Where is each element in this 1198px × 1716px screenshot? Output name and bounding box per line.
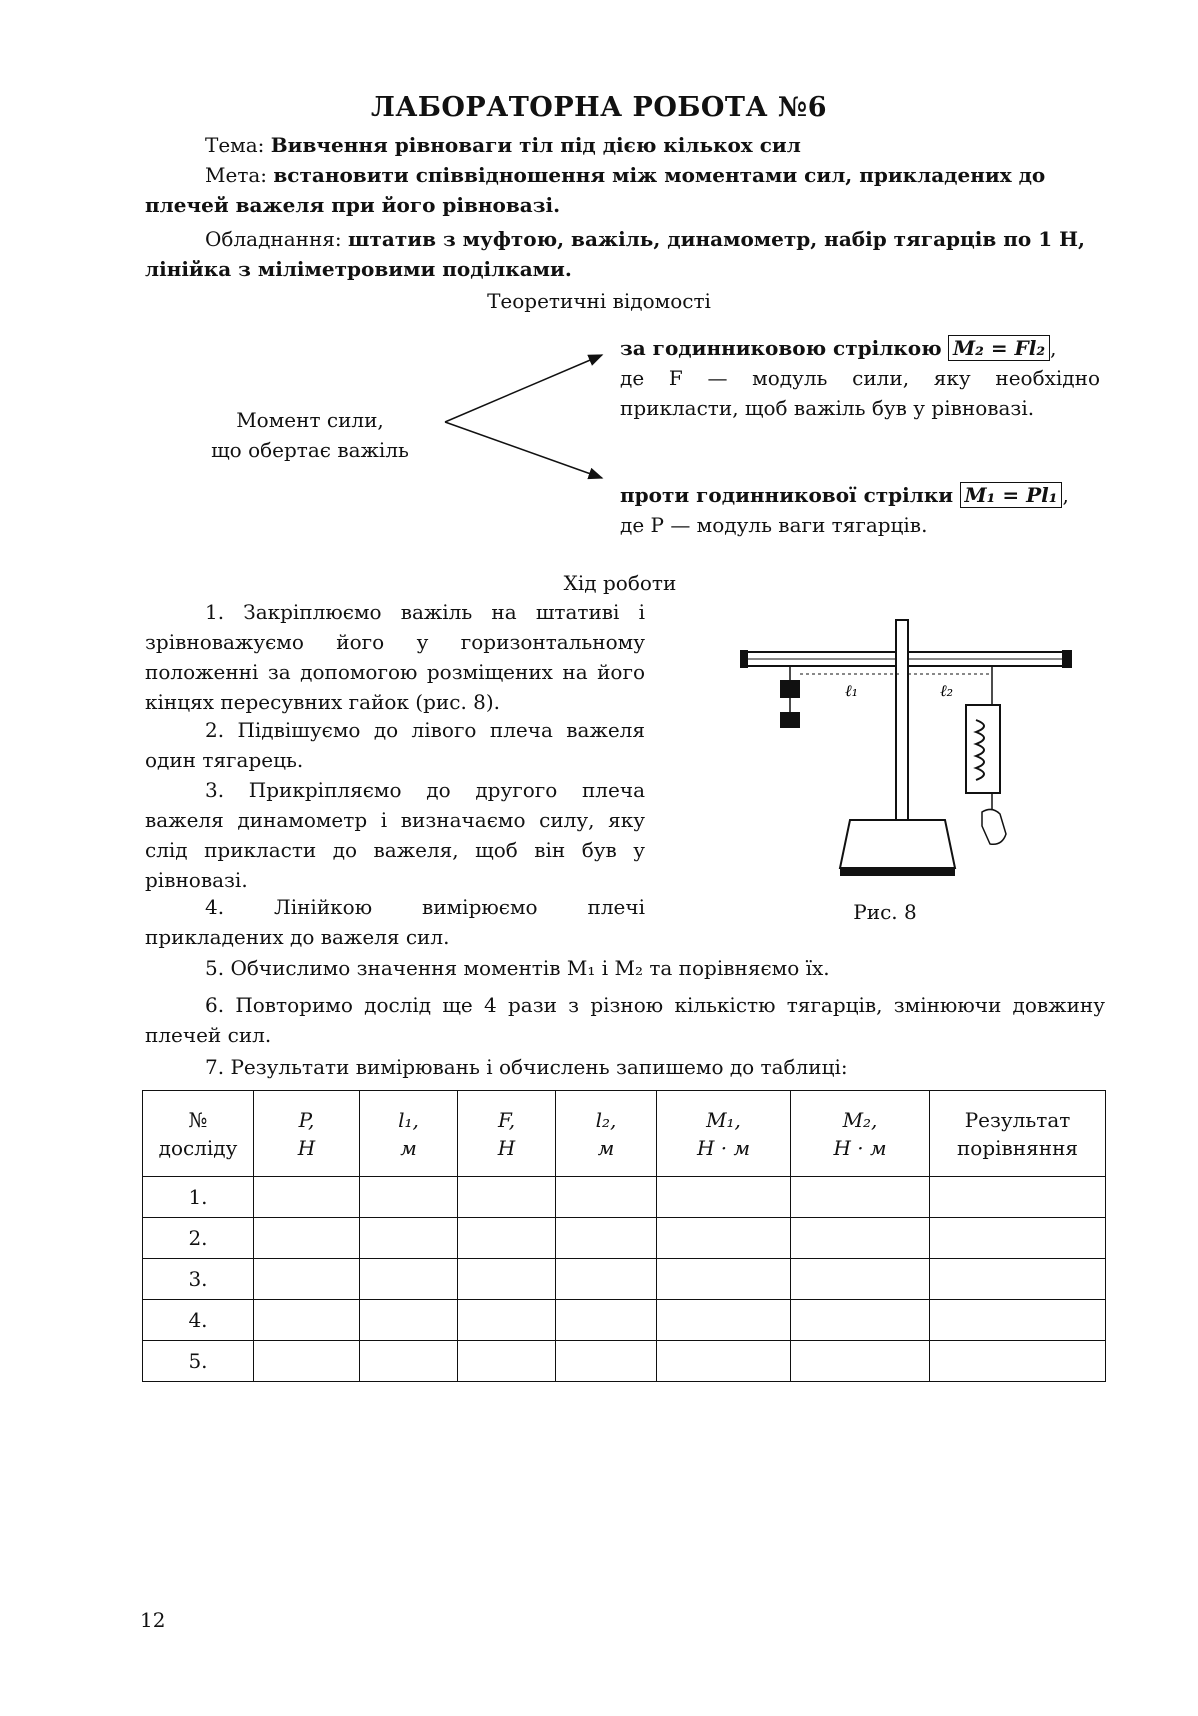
table-cell bbox=[254, 1177, 360, 1218]
table-cell bbox=[930, 1218, 1106, 1259]
figure-caption: Рис. 8 bbox=[853, 900, 917, 924]
table-row bbox=[143, 1259, 1106, 1300]
table-header-row bbox=[143, 1091, 1106, 1177]
stand-rod bbox=[896, 620, 908, 840]
header-comparison-result: Результат порівняння bbox=[930, 1091, 1106, 1177]
table-cell bbox=[458, 1341, 556, 1382]
row-number: 3. bbox=[143, 1259, 254, 1300]
step-4: 4. Лінійкою вимірюємо плечі прикладених до важеля сил. bbox=[145, 895, 645, 949]
table-cell bbox=[254, 1341, 360, 1382]
arrow-down bbox=[445, 422, 602, 478]
header-m2: M₂, Н · м bbox=[791, 1091, 930, 1177]
table-cell bbox=[930, 1341, 1106, 1382]
topic-text: Вивчення рівноваги тіл під дією кількох сил bbox=[270, 133, 801, 157]
results-table bbox=[142, 1090, 1106, 1382]
table-cell bbox=[360, 1259, 458, 1300]
table-cell bbox=[556, 1177, 657, 1218]
arrow-up bbox=[445, 355, 602, 422]
header-experiment-number: № досліду bbox=[143, 1091, 254, 1177]
row-number: 2. bbox=[143, 1218, 254, 1259]
goal-label: Мета: bbox=[205, 163, 268, 187]
clockwise-formula: M₂ = Fl₂ bbox=[948, 335, 1050, 361]
header-f: F, Н bbox=[458, 1091, 556, 1177]
table-row bbox=[143, 1300, 1106, 1341]
right-nut bbox=[1062, 650, 1072, 668]
table-cell bbox=[556, 1259, 657, 1300]
procedure-heading: Хід роботи bbox=[563, 571, 677, 595]
table-cell bbox=[930, 1259, 1106, 1300]
header-l1: l₁, м bbox=[360, 1091, 458, 1177]
table-cell bbox=[791, 1259, 930, 1300]
clockwise-text: за годинниковою стрілкою bbox=[620, 336, 942, 360]
counterclockwise-desc: де P — модуль ваги тягарців. bbox=[620, 513, 928, 537]
moment-label-line1: Момент сили, bbox=[236, 408, 384, 432]
goal-paragraph bbox=[145, 160, 1105, 220]
label-l2: ℓ₂ bbox=[940, 681, 954, 700]
table-cell bbox=[458, 1218, 556, 1259]
weight-2 bbox=[780, 712, 800, 728]
moment-label-line2: що обертає важіль bbox=[211, 438, 409, 462]
step-7: 7. Результати вимірювань і обчислень запишемо до таблиці: bbox=[205, 1055, 848, 1079]
row-number: 5. bbox=[143, 1341, 254, 1382]
step-5: 5. Обчислимо значення моментів M₁ і M₂ та порівняємо їх. bbox=[205, 956, 830, 980]
lever-figure bbox=[740, 600, 1080, 880]
hand-icon bbox=[982, 809, 1006, 844]
topic-label: Тема: bbox=[205, 133, 265, 157]
table-row bbox=[143, 1341, 1106, 1382]
table-cell bbox=[930, 1300, 1106, 1341]
table-cell bbox=[254, 1218, 360, 1259]
header-p: P, Н bbox=[254, 1091, 360, 1177]
counterclockwise-text: проти годинникової стрілки bbox=[620, 483, 954, 507]
table-cell bbox=[254, 1259, 360, 1300]
moment-label bbox=[185, 405, 435, 465]
table-cell bbox=[930, 1177, 1106, 1218]
table-cell bbox=[254, 1300, 360, 1341]
table-cell bbox=[791, 1341, 930, 1382]
table-cell bbox=[458, 1259, 556, 1300]
step-6: 6. Повторимо дослід ще 4 рази з різною кількістю тягарців, змінюючи довжину плечей сил. bbox=[145, 993, 1105, 1047]
page-title: ЛАБОРАТОРНА РОБОТА №6 bbox=[370, 92, 828, 123]
left-nut bbox=[740, 650, 748, 668]
counterclockwise-formula: M₁ = Pl₁ bbox=[960, 482, 1063, 508]
page-number: 12 bbox=[140, 1608, 166, 1632]
table-cell bbox=[657, 1341, 791, 1382]
stand-base bbox=[840, 820, 955, 868]
table-cell bbox=[360, 1300, 458, 1341]
table-cell bbox=[657, 1259, 791, 1300]
table-cell bbox=[458, 1177, 556, 1218]
table-cell bbox=[657, 1218, 791, 1259]
branch-arrows bbox=[440, 350, 615, 500]
table-cell bbox=[791, 1300, 930, 1341]
table-cell bbox=[360, 1341, 458, 1382]
theory-heading: Теоретичні відомості bbox=[487, 289, 711, 313]
goal-text: встановити співвідношення між моментами сил, прикладених до плечей важеля при його рівновазі. bbox=[145, 163, 1046, 217]
table-cell bbox=[556, 1300, 657, 1341]
header-l2: l₂, м bbox=[556, 1091, 657, 1177]
table-cell bbox=[791, 1177, 930, 1218]
equipment-label: Обладнання: bbox=[205, 227, 342, 251]
label-l1: ℓ₁ bbox=[845, 681, 859, 700]
topic-line bbox=[145, 130, 1105, 160]
table-row bbox=[143, 1177, 1106, 1218]
weight-1 bbox=[780, 680, 800, 698]
table-cell bbox=[556, 1341, 657, 1382]
table-cell bbox=[360, 1177, 458, 1218]
row-number: 4. bbox=[143, 1300, 254, 1341]
equipment-text: штатив з муфтою, важіль, динамометр, набір тягарців по 1 Н, лінійка з міліметровими поділками. bbox=[145, 227, 1085, 281]
step-2: 2. Підвішуємо до лівого плеча важеля один тягарець. bbox=[145, 718, 645, 772]
stand-base-edge bbox=[840, 868, 955, 876]
clockwise-block: за годинниковою стрілкою M₂ = Fl₂ , де F — модуль сили, яку необхідно прикласти, щоб важіль був у рівновазі. bbox=[620, 333, 1100, 423]
row-number: 1. bbox=[143, 1177, 254, 1218]
clockwise-desc: де F — модуль сили, яку необхідно прикласти, щоб важіль був у рівновазі. bbox=[620, 366, 1100, 420]
table-cell bbox=[657, 1177, 791, 1218]
step-3: 3. Прикріпляємо до другого плеча важеля динамометр і визначаємо силу, яку слід прикласти до важеля, щоб він був у рівновазі. bbox=[145, 778, 645, 892]
table-cell bbox=[791, 1218, 930, 1259]
step-1: 1. Закріплюємо важіль на штативі і зрівноважуємо його у горизонтальному положенні за допомогою розміщених на його кінцях пересувних гайок (рис. 8). bbox=[145, 600, 645, 714]
header-m1: M₁, Н · м bbox=[657, 1091, 791, 1177]
counterclockwise-block: проти годинникової стрілки M₁ = Pl₁ , де P — модуль ваги тягарців. bbox=[620, 480, 1100, 540]
table-cell bbox=[657, 1300, 791, 1341]
equipment-paragraph bbox=[145, 224, 1105, 284]
table-row bbox=[143, 1218, 1106, 1259]
table-cell bbox=[458, 1300, 556, 1341]
table-cell bbox=[360, 1218, 458, 1259]
table-cell bbox=[556, 1218, 657, 1259]
